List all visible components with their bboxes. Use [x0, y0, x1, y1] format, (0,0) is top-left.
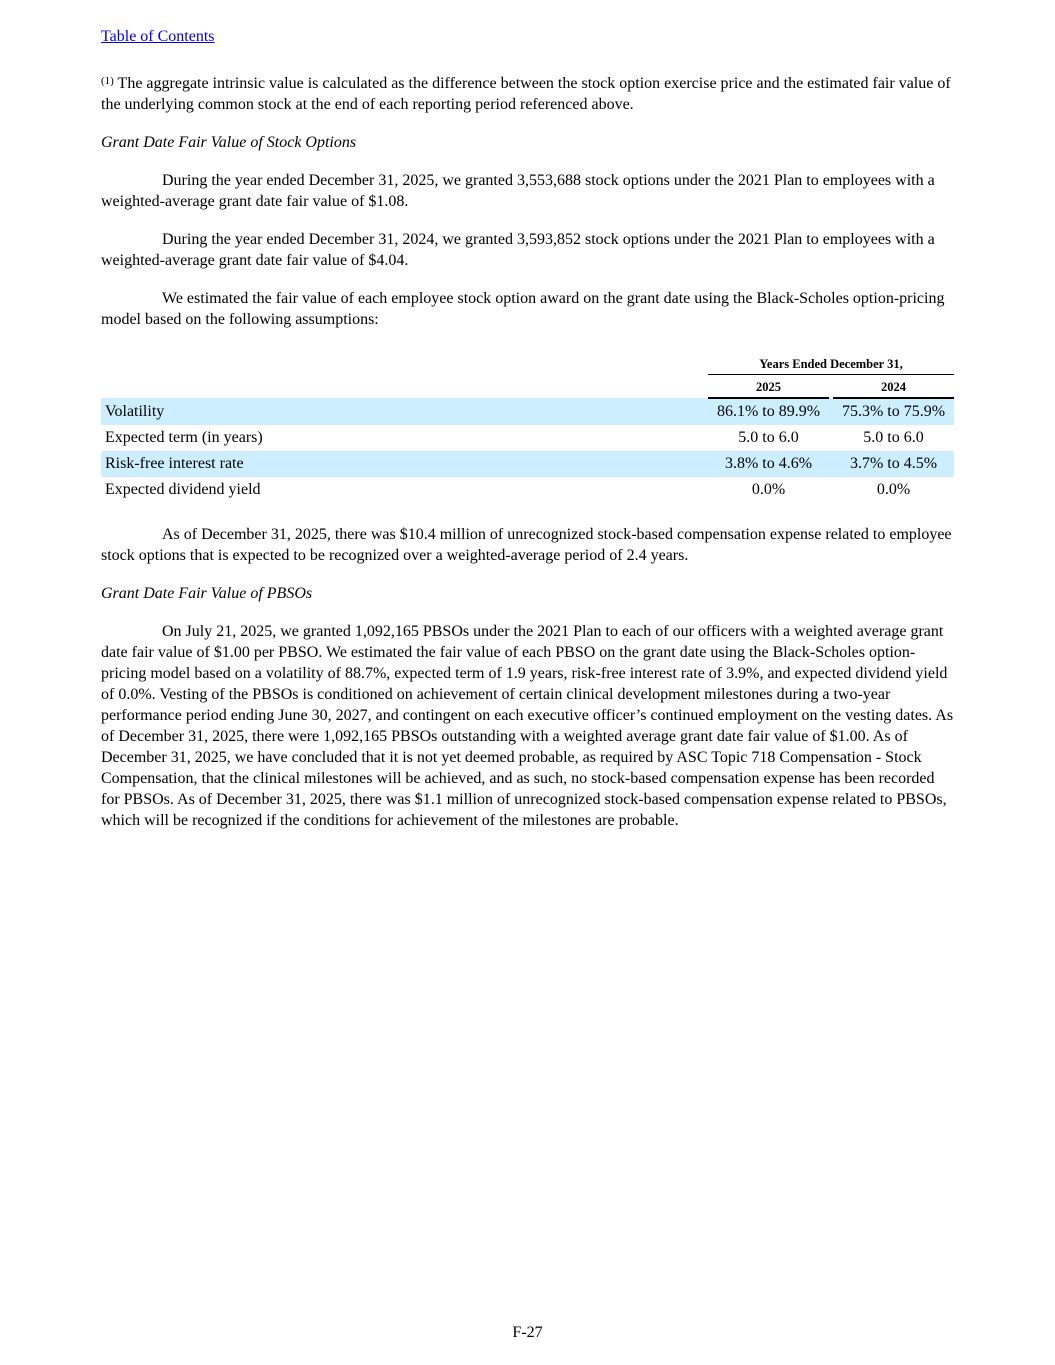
- table-year-header-row: [101, 375, 954, 399]
- assumptions-table: [101, 356, 954, 503]
- cell-expected-term-2025: 5.0 to 6.0: [738, 429, 799, 446]
- paragraph-2025-grants: During the year ended December 31, 2025, we granted 3,553,688 stock options under the 2021 Plan to employees with a weighted-average grant date fair value of $1.08.: [101, 172, 935, 210]
- cell-risk-free-rate-2024: 3.7% to 4.5%: [833, 451, 954, 477]
- footnote: [101, 73, 954, 115]
- cell-volatility-2025: 86.1% to 89.9%: [708, 398, 829, 425]
- cell-risk-free-rate-2025: 3.8% to 4.6%: [708, 451, 829, 477]
- table-row: [101, 398, 954, 425]
- row-label-expected-term: Expected term (in years): [105, 429, 263, 446]
- footnote-text: The aggregate intrinsic value is calculated as the difference between the stock option exercise price and the estimated fair value of the underlying common stock at the end of each reporting period referenced above.: [101, 75, 951, 113]
- table-row: [101, 451, 954, 477]
- years-ended-header: Years Ended December 31,: [708, 356, 954, 375]
- table-row: [101, 477, 954, 503]
- row-label-dividend-yield: Expected dividend yield: [105, 481, 261, 498]
- row-label-risk-free-rate: Risk-free interest rate: [101, 451, 708, 477]
- document-page: [101, 26, 954, 831]
- paragraph-2024-grants: During the year ended December 31, 2024, we granted 3,593,852 stock options under the 2021 Plan to employees with a weighted-average grant date fair value of $4.04.: [101, 231, 935, 269]
- section-heading-pbsos: Grant Date Fair Value of PBSOs: [101, 585, 313, 602]
- row-label-volatility: Volatility: [101, 398, 708, 425]
- table-of-contents-link[interactable]: Table of Contents: [101, 28, 215, 45]
- table-group-header-row: [101, 356, 954, 375]
- cell-dividend-yield-2025: 0.0%: [751, 481, 786, 498]
- year-header-2025: 2025: [708, 375, 829, 399]
- paragraph-pbsos: On July 21, 2025, we granted 1,092,165 PBSOs under the 2021 Plan to each of our officers with a weighted average grant date fair value of $1.00 per PBSO. We estimated the fair value of each PBSO on the grant date using the Black-Scholes option-pricing model based on a volatility of 88.7%, expected term of 1.9 years, risk-free interest rate of 3.9%, and expected dividend yield of 0.0%. Vesting of the PBSOs is conditioned on achievement of certain clinical development milestones during a two-year performance period ending June 30, 2027, and contingent on each executive officer’s continued employment on the vesting dates. As of December 31, 2025, there were 1,092,165 PBSOs outstanding with a weighted average grant date fair value of $1.00. As of December 31, 2025, we have concluded that it is not yet deemed probable, as required by ASC Topic 718 Compensation - Stock Compensation, that the clinical milestones will be achieved, and as such, no stock-based compensation expense has been recorded for PBSOs. As of December 31, 2025, there was $1.1 million of unrecognized stock-based compensation expense related to PBSOs, which will be recognized if the conditions for achievement of the milestones are probable.: [101, 623, 954, 829]
- year-header-2024: 2024: [833, 375, 954, 399]
- footnote-marker: (1): [101, 75, 114, 87]
- cell-volatility-2024: 75.3% to 75.9%: [833, 398, 954, 425]
- paragraph-black-scholes: We estimated the fair value of each employee stock option award on the grant date using the Black-Scholes option-pricing model based on the following assumptions:: [101, 290, 945, 328]
- cell-expected-term-2024: 5.0 to 6.0: [863, 429, 924, 446]
- paragraph-unrecognized-expense: As of December 31, 2025, there was $10.4 million of unrecognized stock-based compensation expense related to employee stock options that is expected to be recognized over a weighted-average period of 2.4 years.: [101, 526, 952, 564]
- cell-dividend-yield-2024: 0.0%: [876, 481, 911, 498]
- table-row: [101, 425, 954, 451]
- section-heading-stock-options: Grant Date Fair Value of Stock Options: [101, 134, 357, 151]
- page-number: F-27: [512, 1324, 543, 1341]
